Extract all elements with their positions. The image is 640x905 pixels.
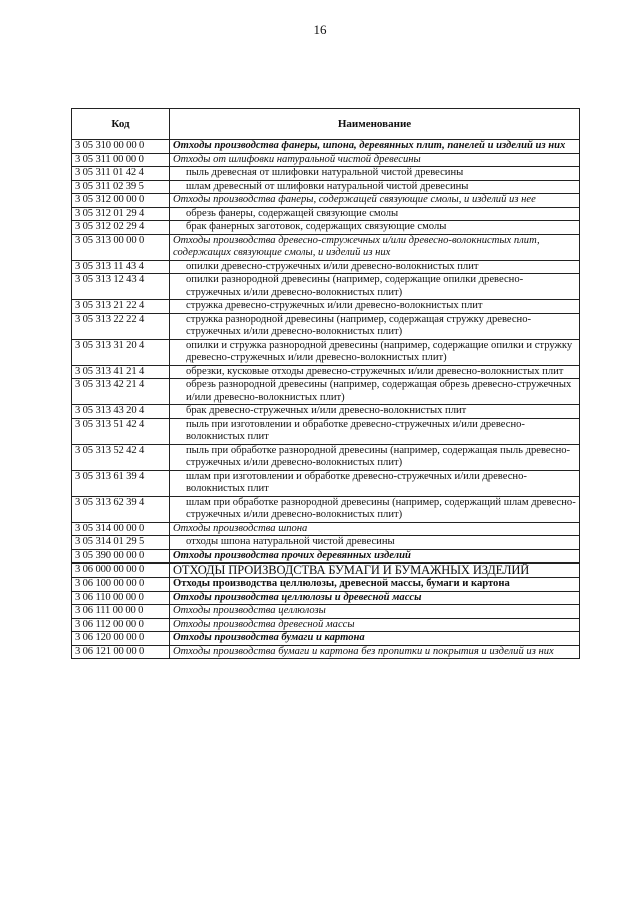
table-row bbox=[72, 153, 580, 167]
table-row bbox=[72, 194, 580, 208]
column-header-code: Код bbox=[72, 109, 170, 140]
name-cell: Отходы от шлифовки натуральной чистой древесины bbox=[170, 153, 580, 167]
code-cell: 3 06 111 00 00 0 bbox=[72, 605, 170, 619]
name-cell: опилки разнородной древесины (например, содержащие опилки древесно-стружечных и/или древесно-волокнистых плит) bbox=[170, 274, 580, 300]
table-row bbox=[72, 140, 580, 154]
table-row bbox=[72, 180, 580, 194]
name-cell: стружка разнородной древесины (например, содержащая стружку древесно-стружечных и/или древесно-волокнистых плит) bbox=[170, 313, 580, 339]
table-row bbox=[72, 418, 580, 444]
page-number: 16 bbox=[313, 22, 327, 37]
table-header-row bbox=[72, 109, 580, 140]
code-cell: 3 05 313 52 42 4 bbox=[72, 444, 170, 470]
code-cell: 3 05 311 01 42 4 bbox=[72, 167, 170, 181]
name-cell: пыль при обработке разнородной древесины (например, содержащая пыль древесно-стружечных и/или древесно-волокнистых плит) bbox=[170, 444, 580, 470]
code-cell: 3 05 311 00 00 0 bbox=[72, 153, 170, 167]
code-cell: 3 05 314 01 29 5 bbox=[72, 536, 170, 550]
table-row bbox=[72, 536, 580, 550]
name-cell: отходы шпона натуральной чистой древесины bbox=[170, 536, 580, 550]
name-cell: опилки древесно-стружечных и/или древесно-волокнистых плит bbox=[170, 260, 580, 274]
code-cell: 3 05 313 62 39 4 bbox=[72, 496, 170, 522]
table-row bbox=[72, 496, 580, 522]
name-cell: опилки и стружка разнородной древесины (например, содержащие опилки и стружку древесно-стружечных и/или древесно-волокнистых плит) bbox=[170, 339, 580, 365]
code-cell: 3 05 312 02 29 4 bbox=[72, 221, 170, 235]
code-cell: 3 06 112 00 00 0 bbox=[72, 618, 170, 632]
table-row bbox=[72, 339, 580, 365]
table-row bbox=[72, 632, 580, 646]
table-row bbox=[72, 578, 580, 592]
code-cell: 3 05 312 00 00 0 bbox=[72, 194, 170, 208]
name-cell: Отходы производства бумаги и картона bbox=[170, 632, 580, 646]
table-row bbox=[72, 167, 580, 181]
name-cell: шлам при обработке разнородной древесины (например, содержащий шлам древесно-стружечных и/или древесно-волокнистых плит) bbox=[170, 496, 580, 522]
code-cell: 3 05 311 02 39 5 bbox=[72, 180, 170, 194]
name-cell: Отходы производства фанеры, шпона, деревянных плит, панелей и изделий из них bbox=[170, 140, 580, 154]
name-cell: Отходы производства бумаги и картона без пропитки и покрытия и изделий из них bbox=[170, 645, 580, 659]
code-cell: 3 05 313 61 39 4 bbox=[72, 470, 170, 496]
table-body bbox=[72, 140, 580, 659]
table-row bbox=[72, 522, 580, 536]
table-row bbox=[72, 234, 580, 260]
name-cell: Отходы производства шпона bbox=[170, 522, 580, 536]
name-cell: Отходы производства целлюлозы bbox=[170, 605, 580, 619]
name-cell: обрезь фанеры, содержащей связующие смолы bbox=[170, 207, 580, 221]
name-cell: Отходы производства целлюлозы и древесной массы bbox=[170, 591, 580, 605]
code-cell: 3 06 120 00 00 0 bbox=[72, 632, 170, 646]
name-cell: Отходы производства целлюлозы, древесной массы, бумаги и картона bbox=[170, 578, 580, 592]
code-cell: 3 05 310 00 00 0 bbox=[72, 140, 170, 154]
name-cell: ОТХОДЫ ПРОИЗВОДСТВА БУМАГИ И БУМАЖНЫХ ИЗДЕЛИЙ bbox=[170, 564, 580, 578]
name-cell: брак фанерных заготовок, содержащих связующие смолы bbox=[170, 221, 580, 235]
table-row bbox=[72, 618, 580, 632]
code-cell: 3 05 313 12 43 4 bbox=[72, 274, 170, 300]
table-row bbox=[72, 207, 580, 221]
table-row bbox=[72, 564, 580, 578]
code-cell: 3 05 313 51 42 4 bbox=[72, 418, 170, 444]
table-row bbox=[72, 549, 580, 563]
code-cell: 3 05 313 42 21 4 bbox=[72, 379, 170, 405]
table-row bbox=[72, 470, 580, 496]
name-cell: брак древесно-стружечных и/или древесно-волокнистых плит bbox=[170, 405, 580, 419]
name-cell: Отходы производства древесно-стружечных и/или древесно-волокнистых плит, содержащих связующие смолы, и изделий из них bbox=[170, 234, 580, 260]
code-cell: 3 05 313 41 21 4 bbox=[72, 365, 170, 379]
code-cell: 3 05 390 00 00 0 bbox=[72, 549, 170, 563]
table-row bbox=[72, 274, 580, 300]
code-cell: 3 06 121 00 00 0 bbox=[72, 645, 170, 659]
code-cell: 3 05 313 11 43 4 bbox=[72, 260, 170, 274]
code-cell: 3 05 314 00 00 0 bbox=[72, 522, 170, 536]
table-row bbox=[72, 300, 580, 314]
code-cell: 3 05 313 00 00 0 bbox=[72, 234, 170, 260]
table-row bbox=[72, 313, 580, 339]
table-row bbox=[72, 260, 580, 274]
table-row bbox=[72, 365, 580, 379]
name-cell: шлам древесный от шлифовки натуральной чистой древесины bbox=[170, 180, 580, 194]
table-row bbox=[72, 645, 580, 659]
name-cell: Отходы производства прочих деревянных изделий bbox=[170, 549, 580, 563]
name-cell: обрезь разнородной древесины (например, содержащая обрезь древесно-стружечных и/или древесно-волокнистых плит) bbox=[170, 379, 580, 405]
name-cell: Отходы производства древесной массы bbox=[170, 618, 580, 632]
table-row bbox=[72, 221, 580, 235]
waste-classification-table bbox=[71, 108, 580, 659]
table-row bbox=[72, 605, 580, 619]
code-cell: 3 05 313 31 20 4 bbox=[72, 339, 170, 365]
name-cell: стружка древесно-стружечных и/или древесно-волокнистых плит bbox=[170, 300, 580, 314]
table-row bbox=[72, 405, 580, 419]
code-cell: 3 06 100 00 00 0 bbox=[72, 578, 170, 592]
name-cell: пыль при изготовлении и обработке древесно-стружечных и/или древесно-волокнистых плит bbox=[170, 418, 580, 444]
name-cell: обрезки, кусковые отходы древесно-стружечных и/или древесно-волокнистых плит bbox=[170, 365, 580, 379]
code-cell: 3 05 313 21 22 4 bbox=[72, 300, 170, 314]
code-cell: 3 05 312 01 29 4 bbox=[72, 207, 170, 221]
code-cell: 3 06 000 00 00 0 bbox=[72, 564, 170, 578]
column-header-name: Наименование bbox=[170, 109, 580, 140]
code-cell: 3 05 313 22 22 4 bbox=[72, 313, 170, 339]
name-cell: пыль древесная от шлифовки натуральной чистой древесины bbox=[170, 167, 580, 181]
table-row bbox=[72, 444, 580, 470]
table-row bbox=[72, 379, 580, 405]
name-cell: шлам при изготовлении и обработке древесно-стружечных и/или древесно-волокнистых плит bbox=[170, 470, 580, 496]
name-cell: Отходы производства фанеры, содержащей связующие смолы, и изделий из нее bbox=[170, 194, 580, 208]
code-cell: 3 06 110 00 00 0 bbox=[72, 591, 170, 605]
code-cell: 3 05 313 43 20 4 bbox=[72, 405, 170, 419]
table-row bbox=[72, 591, 580, 605]
